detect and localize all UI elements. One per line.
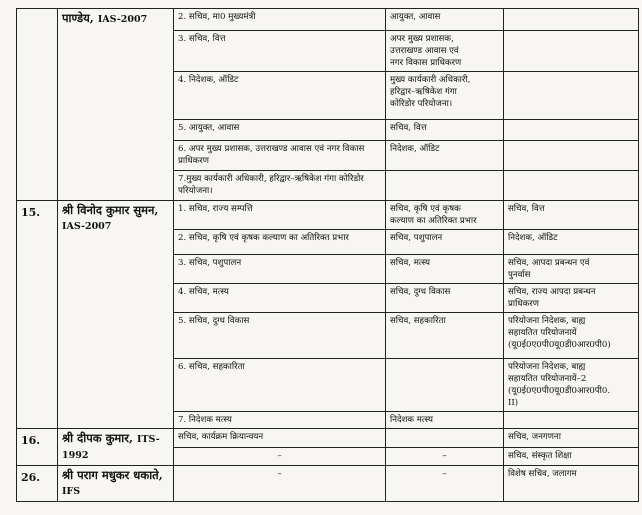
current-post: 4. निदेशक, ऑडिट bbox=[174, 72, 386, 120]
table-row bbox=[17, 429, 639, 448]
new-post: सचिव, कृषि एवं कृषक कल्याण का अतिरिक्त प्रभार bbox=[386, 201, 504, 230]
additional-charge bbox=[504, 72, 639, 120]
new-post: आयुक्त, आवास bbox=[386, 9, 504, 31]
new-post: निदेशक मत्स्य bbox=[386, 412, 504, 429]
current-post: 1. सचिव, राज्य सम्पत्ति bbox=[174, 201, 386, 230]
additional-charge: निदेशक, ऑडिट bbox=[504, 230, 639, 255]
officer-service: IAS-2007 bbox=[62, 221, 112, 232]
officer-name bbox=[58, 9, 174, 201]
new-post: अपर मुख्य प्रशासक, उत्तराखण्ड आवास एवं नगर विकास प्राधिकरण bbox=[386, 31, 504, 72]
new-post: सचिव, पशुपालन bbox=[386, 230, 504, 255]
current-post: 2. सचिव, मा0 मुख्यमंत्री bbox=[174, 9, 386, 31]
current-post: 5. सचिव, दुग्ध विकास bbox=[174, 313, 386, 359]
additional-charge bbox=[504, 412, 639, 429]
current-post: 3. सचिव, पशुपालन bbox=[174, 255, 386, 284]
current-post: – bbox=[174, 466, 386, 502]
additional-charge bbox=[504, 141, 639, 171]
serial-number: 16. bbox=[17, 429, 58, 466]
new-post: सचिव, सहकारिता bbox=[386, 313, 504, 359]
serial-number: 15. bbox=[17, 201, 58, 429]
officer-service: IAS-2007 bbox=[97, 14, 148, 25]
current-post: 5. आयुक्त, आवास bbox=[174, 120, 386, 141]
table-row bbox=[17, 9, 639, 31]
new-post: मुख्य कार्यकारी अधिकारी, हरिद्वार–ऋषिकेश गंगा कोरिडोर परियोजना। bbox=[386, 72, 504, 120]
new-post: सचिव, वित्त bbox=[386, 120, 504, 141]
additional-charge: सचिव, आपदा प्रबन्धन एवं पुनर्वास bbox=[504, 255, 639, 284]
current-post: 2. सचिव, कृषि एवं कृषक कल्याण का अतिरिक्त प्रभार bbox=[174, 230, 386, 255]
additional-charge: सचिव, वित्त bbox=[504, 201, 639, 230]
additional-charge: सचिव, संस्कृत शिक्षा bbox=[504, 447, 639, 466]
serial-number bbox=[17, 9, 58, 201]
current-post: 3. सचिव, वित्त bbox=[174, 31, 386, 72]
new-post bbox=[386, 171, 504, 201]
table-row bbox=[17, 466, 639, 502]
new-post: निदेशक, ऑडिट bbox=[386, 141, 504, 171]
officer-name bbox=[58, 201, 174, 429]
officer-name-text: श्री दीपक कुमार, bbox=[62, 431, 133, 445]
new-post: – bbox=[386, 447, 504, 466]
new-post bbox=[386, 429, 504, 448]
officer-name-text: श्री विनोद कुमार सुमन, bbox=[62, 203, 159, 217]
transfer-table bbox=[16, 8, 639, 502]
current-post: 7.मुख्य कार्यकारी अधिकारी, हरिद्वार–ऋषिकेश गंगा कोरिडोर परियोजना। bbox=[174, 171, 386, 201]
new-post: सचिव, मत्स्य bbox=[386, 255, 504, 284]
officer-name-text: पाण्डेय, bbox=[62, 11, 94, 25]
current-post: सचिव, कार्यक्रम क्रियान्वयन bbox=[174, 429, 386, 448]
officer-service: IFS bbox=[62, 486, 81, 497]
serial-number: 26. bbox=[17, 466, 58, 502]
additional-charge bbox=[504, 171, 639, 201]
officer-name bbox=[58, 429, 174, 466]
additional-charge: परियोजना निदेशक, बाह्य सहायतित परियोजनायें–2 (यू0ई0ए0पी0यू0डी0आर0पी0. II) bbox=[504, 359, 639, 412]
officer-service: ITS-1992 bbox=[62, 434, 160, 461]
current-post: – bbox=[174, 447, 386, 466]
table-row bbox=[17, 201, 639, 230]
officer-name-text: श्री पराग मधुकर धकाते, bbox=[62, 468, 163, 482]
current-post: 7. निदेशक मत्स्य bbox=[174, 412, 386, 429]
additional-charge: विशेष सचिव, जलागम bbox=[504, 466, 639, 502]
current-post: 4. सचिव, मत्स्य bbox=[174, 284, 386, 313]
additional-charge bbox=[504, 9, 639, 31]
current-post: 6. अपर मुख्य प्रशासक, उत्तराखण्ड आवास एवं नगर विकास प्राधिकरण bbox=[174, 141, 386, 171]
current-post: 6. सचिव, सहकारिता bbox=[174, 359, 386, 412]
additional-charge: परियोजना निदेशक, बाह्य सहायतित परियोजनायें (यू0ई0ए0पी0यू0डी0आर0पी0) bbox=[504, 313, 639, 359]
additional-charge bbox=[504, 31, 639, 72]
additional-charge: सचिव, राज्य आपदा प्रबन्धन प्राधिकरण bbox=[504, 284, 639, 313]
new-post: सचिव, दुग्ध विकास bbox=[386, 284, 504, 313]
additional-charge: सचिव, जनगणना bbox=[504, 429, 639, 448]
new-post bbox=[386, 359, 504, 412]
new-post: – bbox=[386, 466, 504, 502]
additional-charge bbox=[504, 120, 639, 141]
officer-name bbox=[58, 466, 174, 502]
